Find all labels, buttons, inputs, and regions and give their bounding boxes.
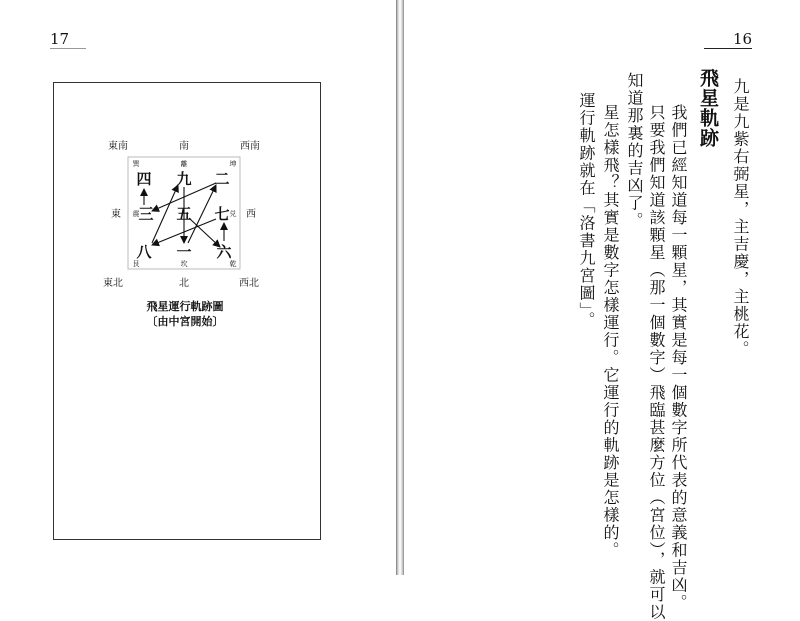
trigram-xun: 巽 [132, 160, 140, 168]
trigram-zhen: 震 [132, 210, 140, 218]
numeral-three: 三 [138, 205, 154, 223]
page-number: 16 [733, 30, 753, 48]
direction-south: 南 [179, 141, 189, 152]
figure-caption: 飛星運行軌跡圖 [146, 300, 224, 313]
header-rule [50, 48, 86, 49]
numeral-two: 二 [214, 170, 230, 188]
section-title: 飛星軌跡 [697, 68, 719, 148]
figure-subcaption: 〔由中宮開始〕 [146, 315, 224, 328]
numeral-nine: 九 [176, 170, 192, 188]
page-number: 17 [50, 30, 70, 48]
flying-star-diagram [100, 135, 270, 295]
text-column-5: 知道那裏的吉凶了。 [625, 72, 644, 230]
trigram-li: 離 [180, 160, 188, 168]
trigram-dui: 兑 [229, 210, 237, 218]
numeral-six: 六 [216, 243, 232, 261]
right-page [404, 0, 800, 621]
direction-northwest: 西北 [239, 278, 259, 289]
text-column-7: 運行軌跡就在「洛書九宮圖」。 [577, 92, 596, 329]
text-column-4: 只要我們知道該顆星（那一個數字）飛臨甚麼方位（宮位），就可以 [647, 104, 666, 621]
direction-southeast: 東南 [108, 141, 128, 152]
direction-east: 東 [111, 209, 121, 220]
direction-north: 北 [179, 278, 189, 289]
numeral-four: 四 [136, 170, 152, 188]
direction-southwest: 西南 [240, 141, 260, 152]
text-column-1: 九是九紫右弼星，主吉慶，主桃花。 [731, 78, 750, 358]
trigram-kan: 坎 [180, 260, 188, 268]
text-column-3: 我們已經知道每一顆星，其實是每一個數字所代表的意義和吉凶。 [669, 104, 688, 612]
trigram-qian: 乾 [229, 260, 237, 268]
trigram-gen: 艮 [132, 260, 140, 268]
direction-northeast: 東北 [103, 278, 123, 289]
text-column-6: 星怎樣飛？其實是數字怎樣運行。它運行的軌跡是怎樣的。 [601, 104, 620, 559]
numeral-seven: 七 [214, 205, 230, 223]
header-rule [704, 48, 752, 49]
trigram-kun: 坤 [229, 160, 237, 168]
numeral-eight: 八 [136, 243, 152, 261]
book-gutter [396, 0, 404, 575]
direction-west: 西 [246, 209, 256, 220]
path-8-to-9 [152, 185, 178, 243]
numeral-one: 一 [176, 243, 192, 261]
numeral-five: 五 [176, 205, 192, 223]
left-page [0, 0, 396, 575]
